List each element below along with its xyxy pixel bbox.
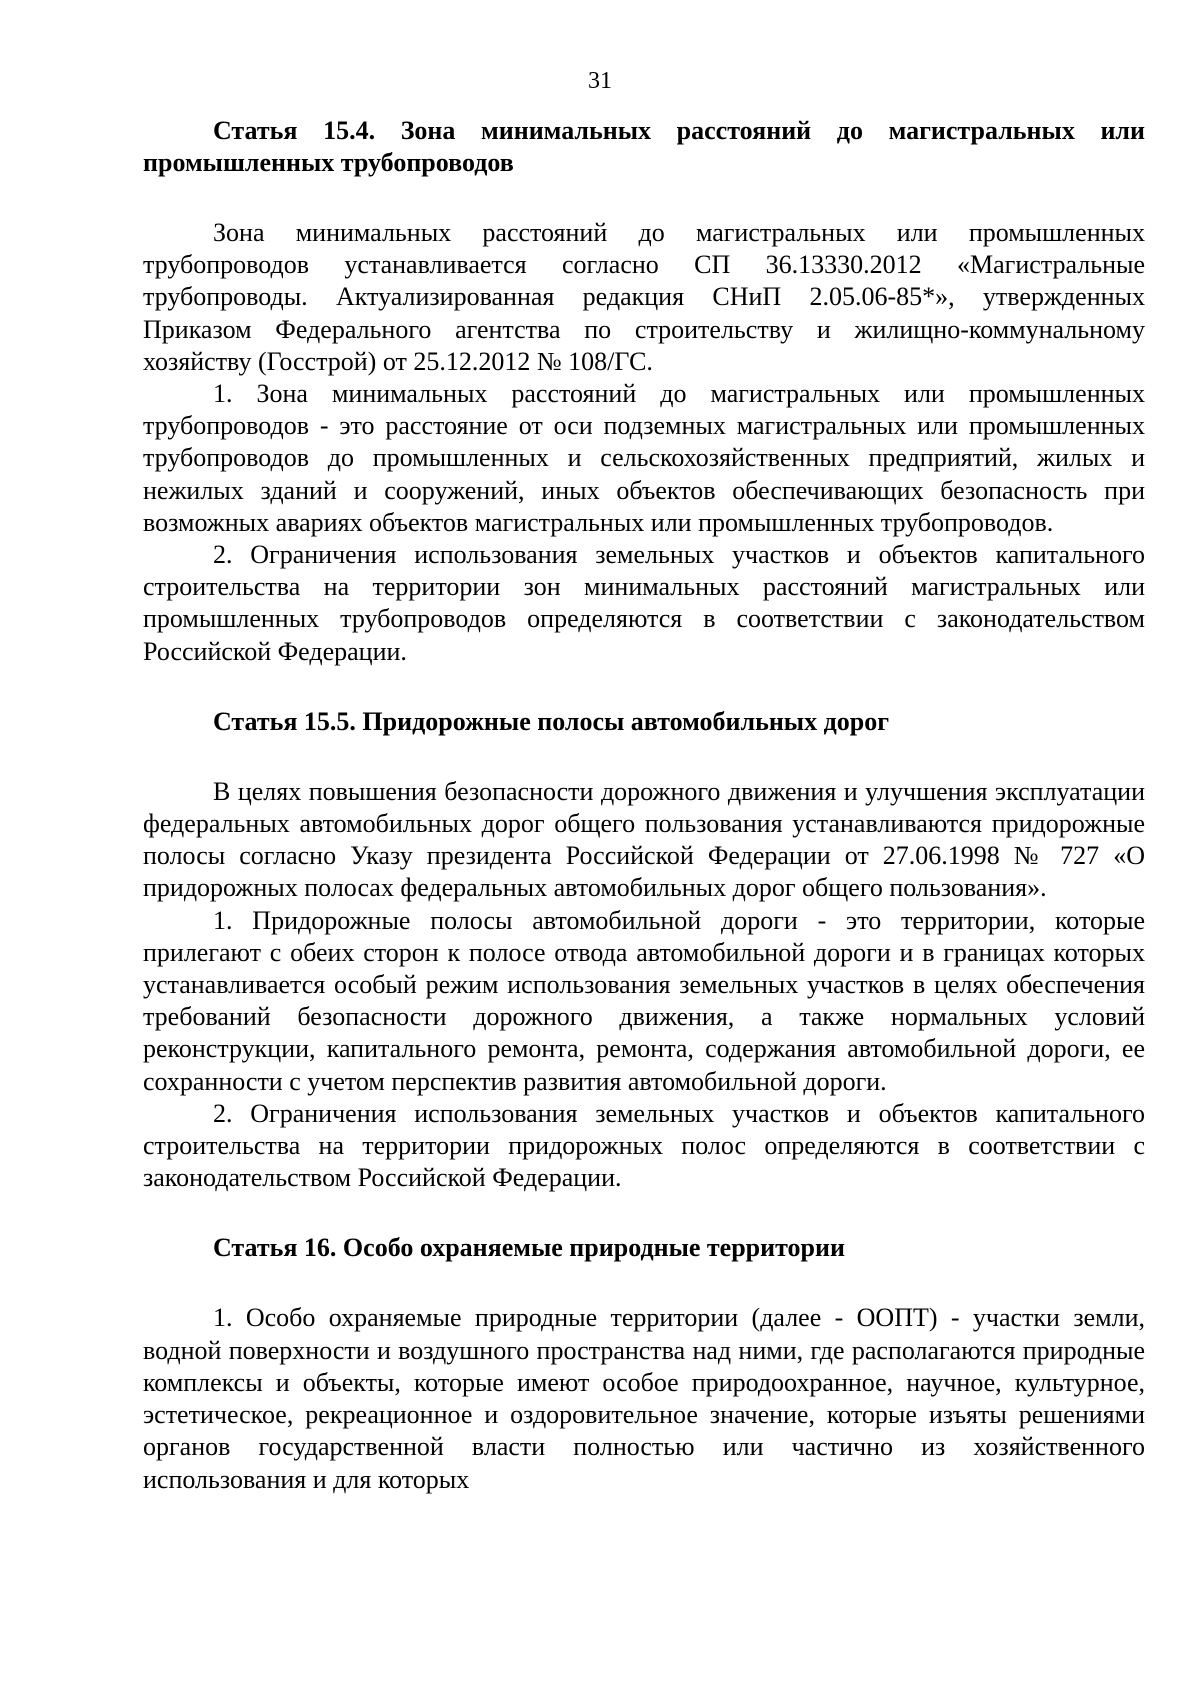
heading-article-15-5: Статья 15.5. Придорожные полосы автомобильных дорог (213, 706, 890, 736)
heading-article-15-4: Статья 15.4. Зона минимальных расстояний до магистральных или промышленных трубопроводов (143, 116, 1145, 177)
page-content (143, 115, 1145, 1496)
paragraph: 2. Ограничения использования земельных участков и объектов капитального строительства на территории придорожных полос определяются в соответствии с законодательством Российской Федерации. (143, 1098, 1145, 1193)
paragraph: Зона минимальных расстояний до магистральных или промышленных трубопроводов устанавливается согласно СП 36.13330.2012 «Магистральные трубопроводы. Актуализированная редакция СНиП 2.05.06-85*», утвержденных Приказом Федерального агентства по строительству и жилищно-коммунальному хозяйству (Госстрой) от 25.12.2012 № 108/ГС. (143, 218, 1145, 376)
paragraph: 1. Придорожные полосы автомобильной дороги - это территории, которые прилегают с обеих сторон к полосе отвода автомобильной дороги и в границах которых устанавливается особый режим использования земельных участков в целях обеспечения требований безопасности дорожного движения, а также нормальных условий реконструкции, капитального ремонта, ремонта, содержания автомобильной дороги, ее сохранности с учетом перспектив развития автомобильной дороги. (143, 905, 1145, 1096)
paragraph: В целях повышения безопасности дорожного движения и улучшения эксплуатации федеральных автомобильных дорог общего пользования устанавливаются придорожные полосы согласно Указу президента Российской Федерации от 27.06.1998 № 727 «О придорожных полосах федеральных автомобильных дорог общего пользования». (143, 776, 1145, 903)
paragraph: 2. Ограничения использования земельных участков и объектов капитального строительства на территории зон минимальных расстояний магистральных или промышленных трубопроводов определяются в соответствии с законодательством Российской Федерации. (143, 540, 1145, 666)
paragraph: 1. Особо охраняемые природные территории (далее - ООПТ) - участки земли, водной поверхности и воздушного пространства над ними, где располагаются природные комплексы и объекты, которые имеют особое природоохранное, научное, культурное, эстетическое, рекреационное и оздоровительное значение, которые изъяты решениями органов государственной власти полностью или частично из хозяйственного использования и для которых (143, 1303, 1145, 1494)
paragraph: 1. Зона минимальных расстояний до магистральных или промышленных трубопроводов - это расстояние от оси подземных магистральных или промышленных трубопроводов до промышленных и сельскохозяйственных предприятий, жилых и нежилых зданий и сооружений, иных объектов обеспечивающих безопасность при возможных авариях объектов магистральных или промышленных трубопроводов. (143, 379, 1145, 537)
page-number: 31 (588, 68, 612, 94)
heading-article-16: Статья 16. Особо охраняемые природные территории (213, 1233, 845, 1263)
